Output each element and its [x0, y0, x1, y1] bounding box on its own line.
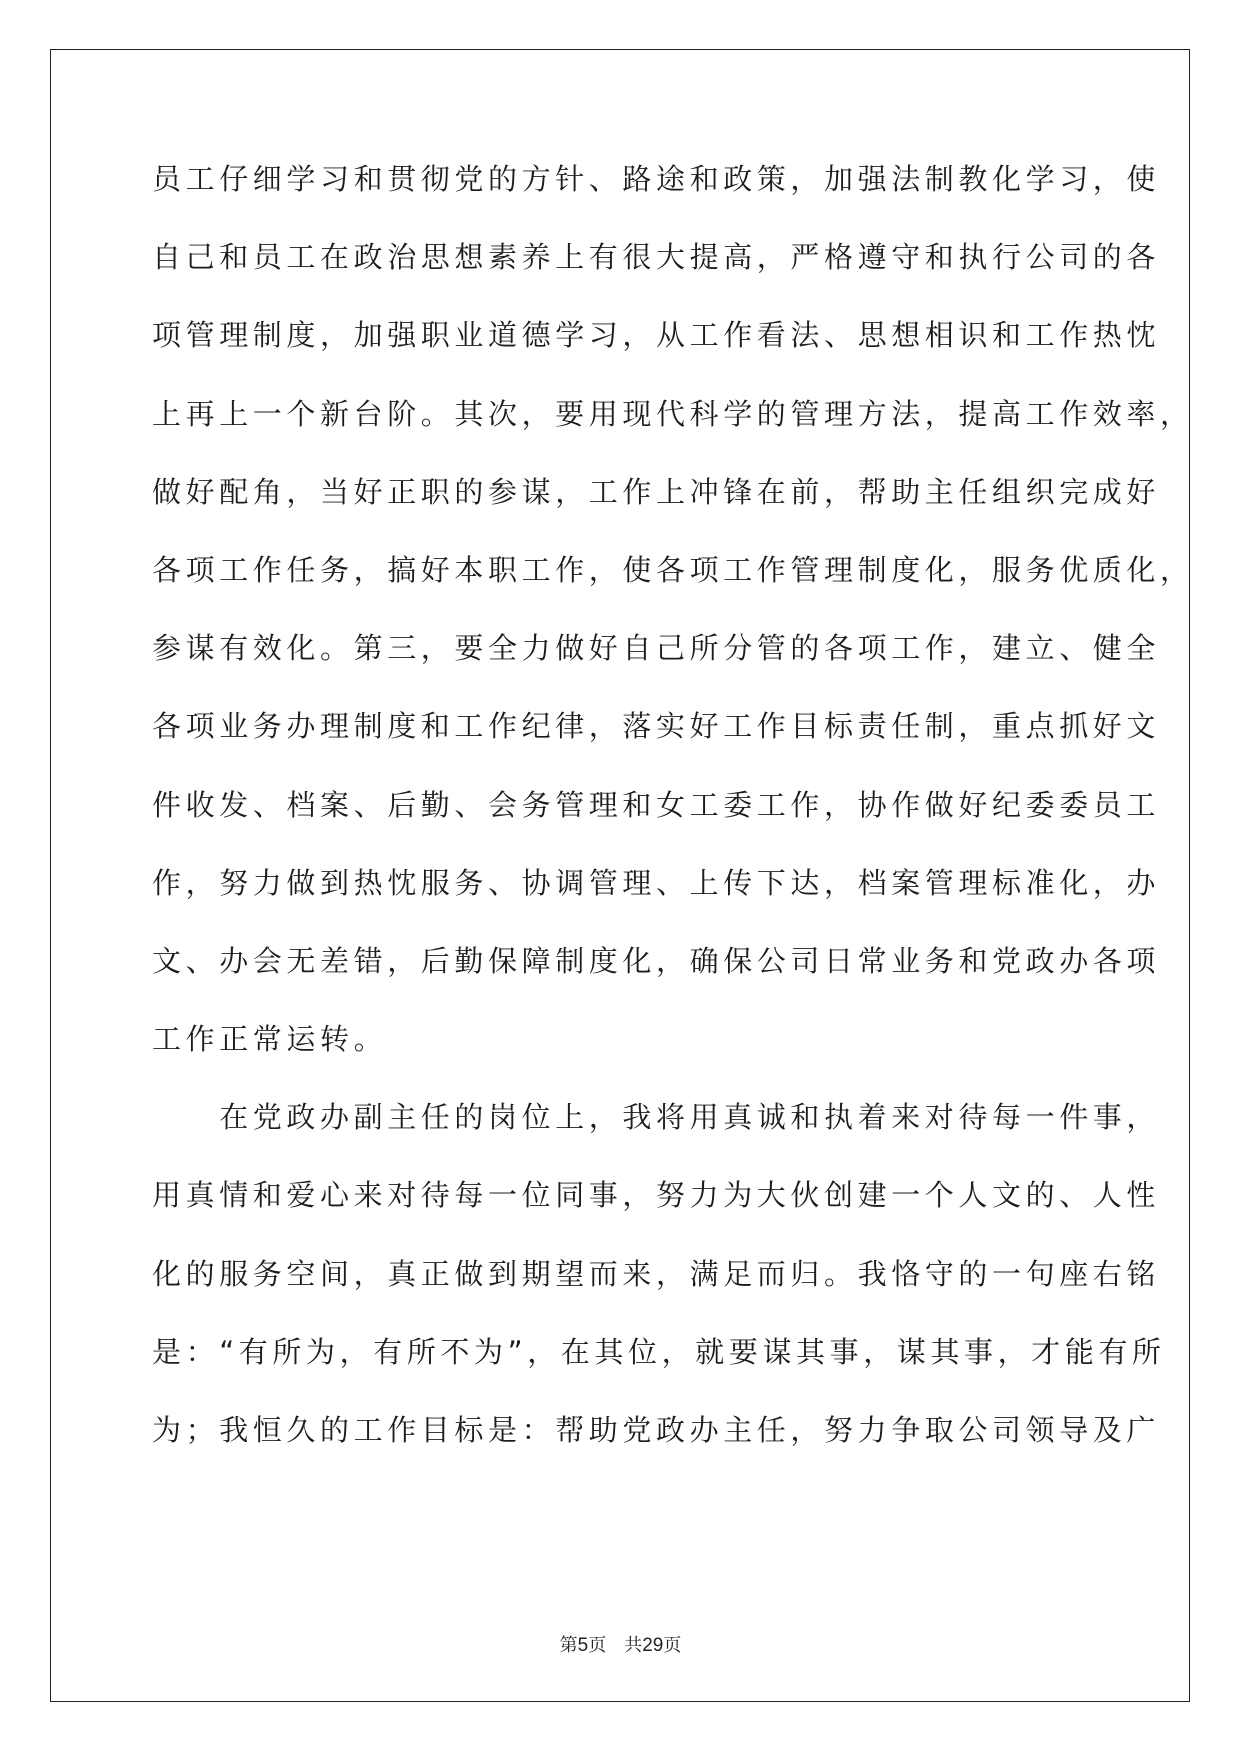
- text-line-10: 作，努力做到热忱服务、协调管理、上传下达，档案管理标准化，办: [152, 865, 1161, 900]
- text-line-12: 工作正常运转。: [152, 1022, 388, 1057]
- total-pages-number: 29: [642, 1635, 664, 1656]
- text-line-17: 为；我恒久的工作目标是：帮助党政办主任，努力争取公司领导及广: [152, 1413, 1161, 1447]
- footer-page-suffix: 页 共: [588, 1635, 643, 1656]
- text-line-7: 参谋有效化。第三，要全力做好自己所分管的各项工作，建立、健全: [152, 631, 1161, 666]
- text-line-14: 用真情和爱心来对待每一位同事，努力为大伙创建一个人文的、人性: [152, 1178, 1161, 1213]
- text-line-6: 各项工作任务，搞好本职工作，使各项工作管理制度化，服务优质化，: [152, 552, 1194, 587]
- text-line-3: 项管理制度，加强职业道德学习，从工作看法、思想相识和工作热忱: [152, 318, 1161, 353]
- text-line-8: 各项业务办理制度和工作纪律，落实好工作目标责任制，重点抓好文: [152, 709, 1161, 744]
- text-line-4: 上再上一个新台阶。其次，要用现代科学的管理方法，提高工作效率，: [152, 396, 1194, 431]
- footer-prefix: 第: [559, 1635, 578, 1656]
- text-line-15: 化的服务空间，真正做到期望而来，满足而归。我恪守的一句座右铭: [152, 1256, 1161, 1291]
- current-page-number: 5: [577, 1635, 589, 1656]
- text-line-5: 做好配角，当好正职的参谋，工作上冲锋在前，帮助主任组织完成好: [152, 474, 1161, 509]
- text-line-16: 是：“有所为，有所不为”，在其位，就要谋其事，谋其事，才能有所: [152, 1334, 1166, 1369]
- footer-suffix: 页: [663, 1635, 682, 1656]
- page-footer: [0, 1631, 1241, 1657]
- text-line-13: 在党政办副主任的岗位上，我将用真诚和执着来对待每一件事，: [152, 1100, 1161, 1135]
- document-body: [152, 159, 1194, 1488]
- text-line-2: 自己和员工在政治思想素养上有很大提高，严格遵守和执行公司的各: [152, 240, 1161, 275]
- text-line-1: 员工仔细学习和贯彻党的方针、路途和政策，加强法制教化学习，使: [152, 162, 1161, 196]
- text-line-11: 文、办会无差错，后勤保障制度化，确保公司日常业务和党政办各项: [152, 943, 1161, 978]
- text-line-9: 件收发、档案、后勤、会务管理和女工委工作，协作做好纪委委员工: [152, 787, 1161, 822]
